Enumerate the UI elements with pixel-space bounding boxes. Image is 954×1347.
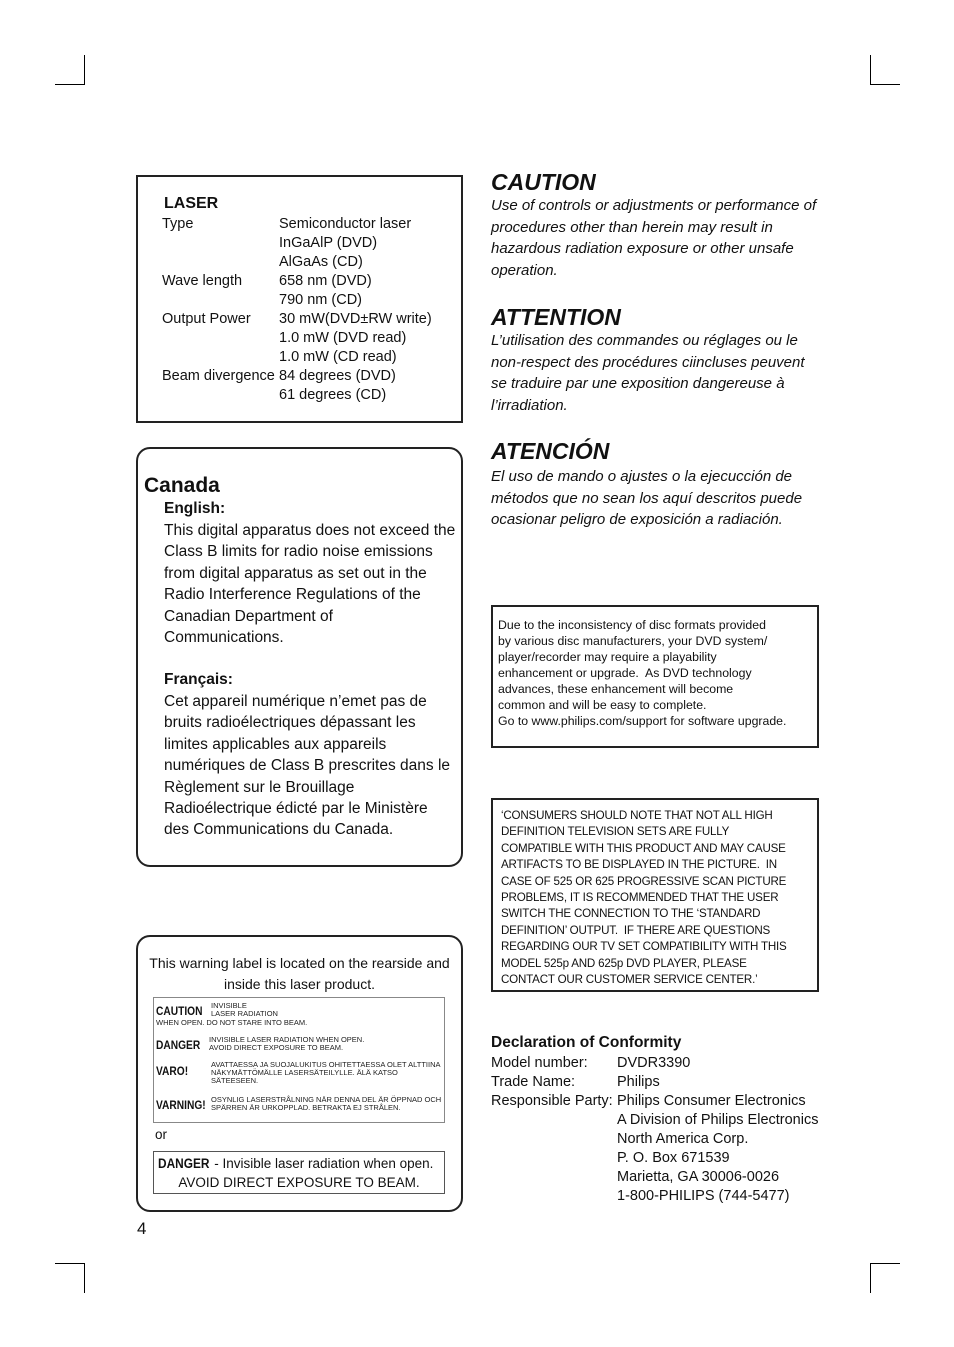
- declaration-value: 1-800-PHILIPS (744-5477): [617, 1188, 790, 1204]
- declaration-label: Trade Name:: [491, 1074, 576, 1090]
- declaration-value: Marietta, GA 30006-0026: [617, 1169, 780, 1185]
- or-text: or: [155, 1127, 168, 1142]
- disc-format-notice: [491, 605, 819, 748]
- laser-title: LASER: [164, 195, 219, 212]
- laser-row-value: InGaAlP (DVD): [279, 235, 378, 251]
- declaration-value: North America Corp.: [617, 1131, 749, 1147]
- crop-mark: [84, 55, 85, 85]
- caution-text: INVISIBLE: [211, 1001, 247, 1010]
- hd-compatibility-text: ‘CONSUMERS SHOULD NOTE THAT NOT ALL HIGH DEFINITION TELEVISION SETS ARE FULLY COMPATIBLE WITH THIS PRODUCT AND MAY CAUSE ARTIFACTS TO BE DISPLAYED IN THE PICTURE. IN CASE OF 525 OR 625 PROGRESSIVE SCAN PICTURE PROBLEMS, IT IS RECOMMENDED THAT THE USER SWITCH THE CONNECTION TO THE ‘STANDARD DEFINITION’ OUTPUT. IF THERE ARE QUESTIONS REGARDING OUR TV SET COMPATIBILITY WITH THIS MODEL 525p AND 625p DVD PLAYER, PLEASE CONTACT OUR CUSTOMER SERVICE CENTER.’: [501, 809, 787, 987]
- crop-mark: [870, 1263, 900, 1264]
- page-number: 4: [137, 1219, 147, 1238]
- declaration-value: Philips: [617, 1074, 660, 1090]
- canada-notice-box: [136, 447, 463, 867]
- laser-row-value: 30 mW(DVD±RW write): [279, 311, 432, 327]
- caution-heading: CAUTION: [491, 169, 596, 195]
- caution-text: LASER RADIATION: [211, 1009, 278, 1018]
- hd-compatibility-notice: [491, 798, 819, 992]
- french-text: Cet appareil numérique n’emet pas de bruits radioélectriques dépassant les limites applicables aux appareils numériques de Class B prescrites dans le Règlement sur le Brouillage Radioélectrique édicté par le Ministère des Communications du Canada.: [164, 693, 451, 839]
- english-heading: English:: [164, 500, 226, 517]
- danger-text: INVISIBLE LASER RADIATION WHEN OPEN.: [209, 1035, 365, 1044]
- danger-line: AVOID DIRECT EXPOSURE TO BEAM.: [178, 1175, 420, 1190]
- laser-row-value: 1.0 mW (CD read): [279, 349, 397, 365]
- caution-key: CAUTION: [156, 1004, 203, 1018]
- crop-mark: [870, 1263, 871, 1293]
- declaration-value: DVDR3390: [617, 1055, 691, 1071]
- laser-row-value: 790 nm (CD): [279, 292, 362, 308]
- danger-line: [158, 1156, 433, 1171]
- danger-key: DANGER: [158, 1156, 210, 1171]
- laser-row-value: 84 degrees (DVD): [279, 368, 396, 384]
- crop-mark: [55, 84, 85, 85]
- laser-row-value: Semiconductor laser: [279, 216, 412, 232]
- danger-text: AVOID DIRECT EXPOSURE TO BEAM.: [209, 1043, 344, 1052]
- varo-text: AVATTAESSA JA SUOJALUKITUS OHITETTAESSA OLET ALTTIINA NÄKYMÄTTÖMÄLLE LASERSÄTEILYLLE. ÄLÄ KATSO SÄTEESEEN.: [211, 1060, 441, 1085]
- laser-row-value: 61 degrees (CD): [279, 387, 387, 403]
- crop-mark: [84, 1263, 85, 1293]
- crop-mark: [55, 1263, 85, 1264]
- varo-key: VARO!: [156, 1064, 189, 1078]
- caution-text: WHEN OPEN. DO NOT STARE INTO BEAM.: [156, 1018, 308, 1027]
- laser-row-label: Type: [162, 216, 194, 232]
- canada-title: Canada: [144, 474, 220, 497]
- declaration-value: P. O. Box 671539: [617, 1150, 730, 1166]
- varning-text: OSYNLIG LASERSTRÅLNING NÄR DENNA DEL ÄR ÖPPNAD OCH SPÄRREN ÄR URKOPPLAD. BETRAKTA EJ STRÅLEN.: [211, 1095, 442, 1112]
- warning-label-intro: This warning label is located on the rearside and inside this laser product.: [149, 955, 450, 992]
- laser-row-label: Beam divergence: [162, 368, 275, 384]
- atencion-heading: ATENCIÓN: [491, 438, 610, 464]
- declaration-value: Philips Consumer Electronics: [617, 1093, 806, 1109]
- french-heading: Français:: [164, 671, 233, 688]
- declaration-label: Responsible Party:: [491, 1093, 613, 1109]
- attention-heading: ATTENTION: [491, 304, 621, 330]
- declaration-value: A Division of Philips Electronics: [617, 1112, 819, 1128]
- danger-label: [153, 1151, 445, 1194]
- danger-text: - Invisible laser radiation when open.: [210, 1156, 434, 1171]
- disc-format-text: Due to the inconsistency of disc formats provided by various disc manufacturers, your DVD system/ player/recorder may require a playability enhancement or upgrade. As DVD technology advances, these enhancement will become common and will be easy to complete. Go to www.philips.com/support for software upgrade.: [498, 618, 787, 728]
- atencion-text: El uso de mando o ajustes o la ejecucción de métodos que no sean los aquí descritos puede ocasionar peligro de exposición a radiación.: [491, 468, 803, 528]
- declaration-title: Declaration of Conformity: [491, 1034, 682, 1051]
- danger-key: DANGER: [156, 1038, 201, 1052]
- english-text: This digital apparatus does not exceed the Class B limits for radio noise emissions from digital apparatus as set out in the Radio Interference Regulations of the Canadian Department of Communications.: [164, 522, 456, 647]
- laser-row-value: 658 nm (DVD): [279, 273, 372, 289]
- varning-key: VARNING!: [156, 1098, 206, 1112]
- crop-mark: [870, 55, 871, 85]
- declaration-label: Model number:: [491, 1055, 588, 1071]
- laser-spec-box: [136, 175, 463, 423]
- caution-text: Use of controls or adjustments or performance of procedures other than herein may result in hazardous radiation exposure or other unsafe operation.: [491, 197, 817, 279]
- attention-text: L’utilisation des commandes ou réglages ou le non-respect des procédures ciincluses peuvent se traduire par une exposition dangereuse à l’irradiation.: [491, 332, 805, 414]
- warning-label-box: [136, 935, 463, 1212]
- laser-row-value: 1.0 mW (DVD read): [279, 330, 407, 346]
- warning-label-image: [153, 997, 445, 1123]
- laser-row-label: Wave length: [162, 273, 243, 289]
- laser-row-value: AlGaAs (CD): [279, 254, 363, 270]
- laser-row-label: Output Power: [162, 311, 251, 327]
- crop-mark: [870, 84, 900, 85]
